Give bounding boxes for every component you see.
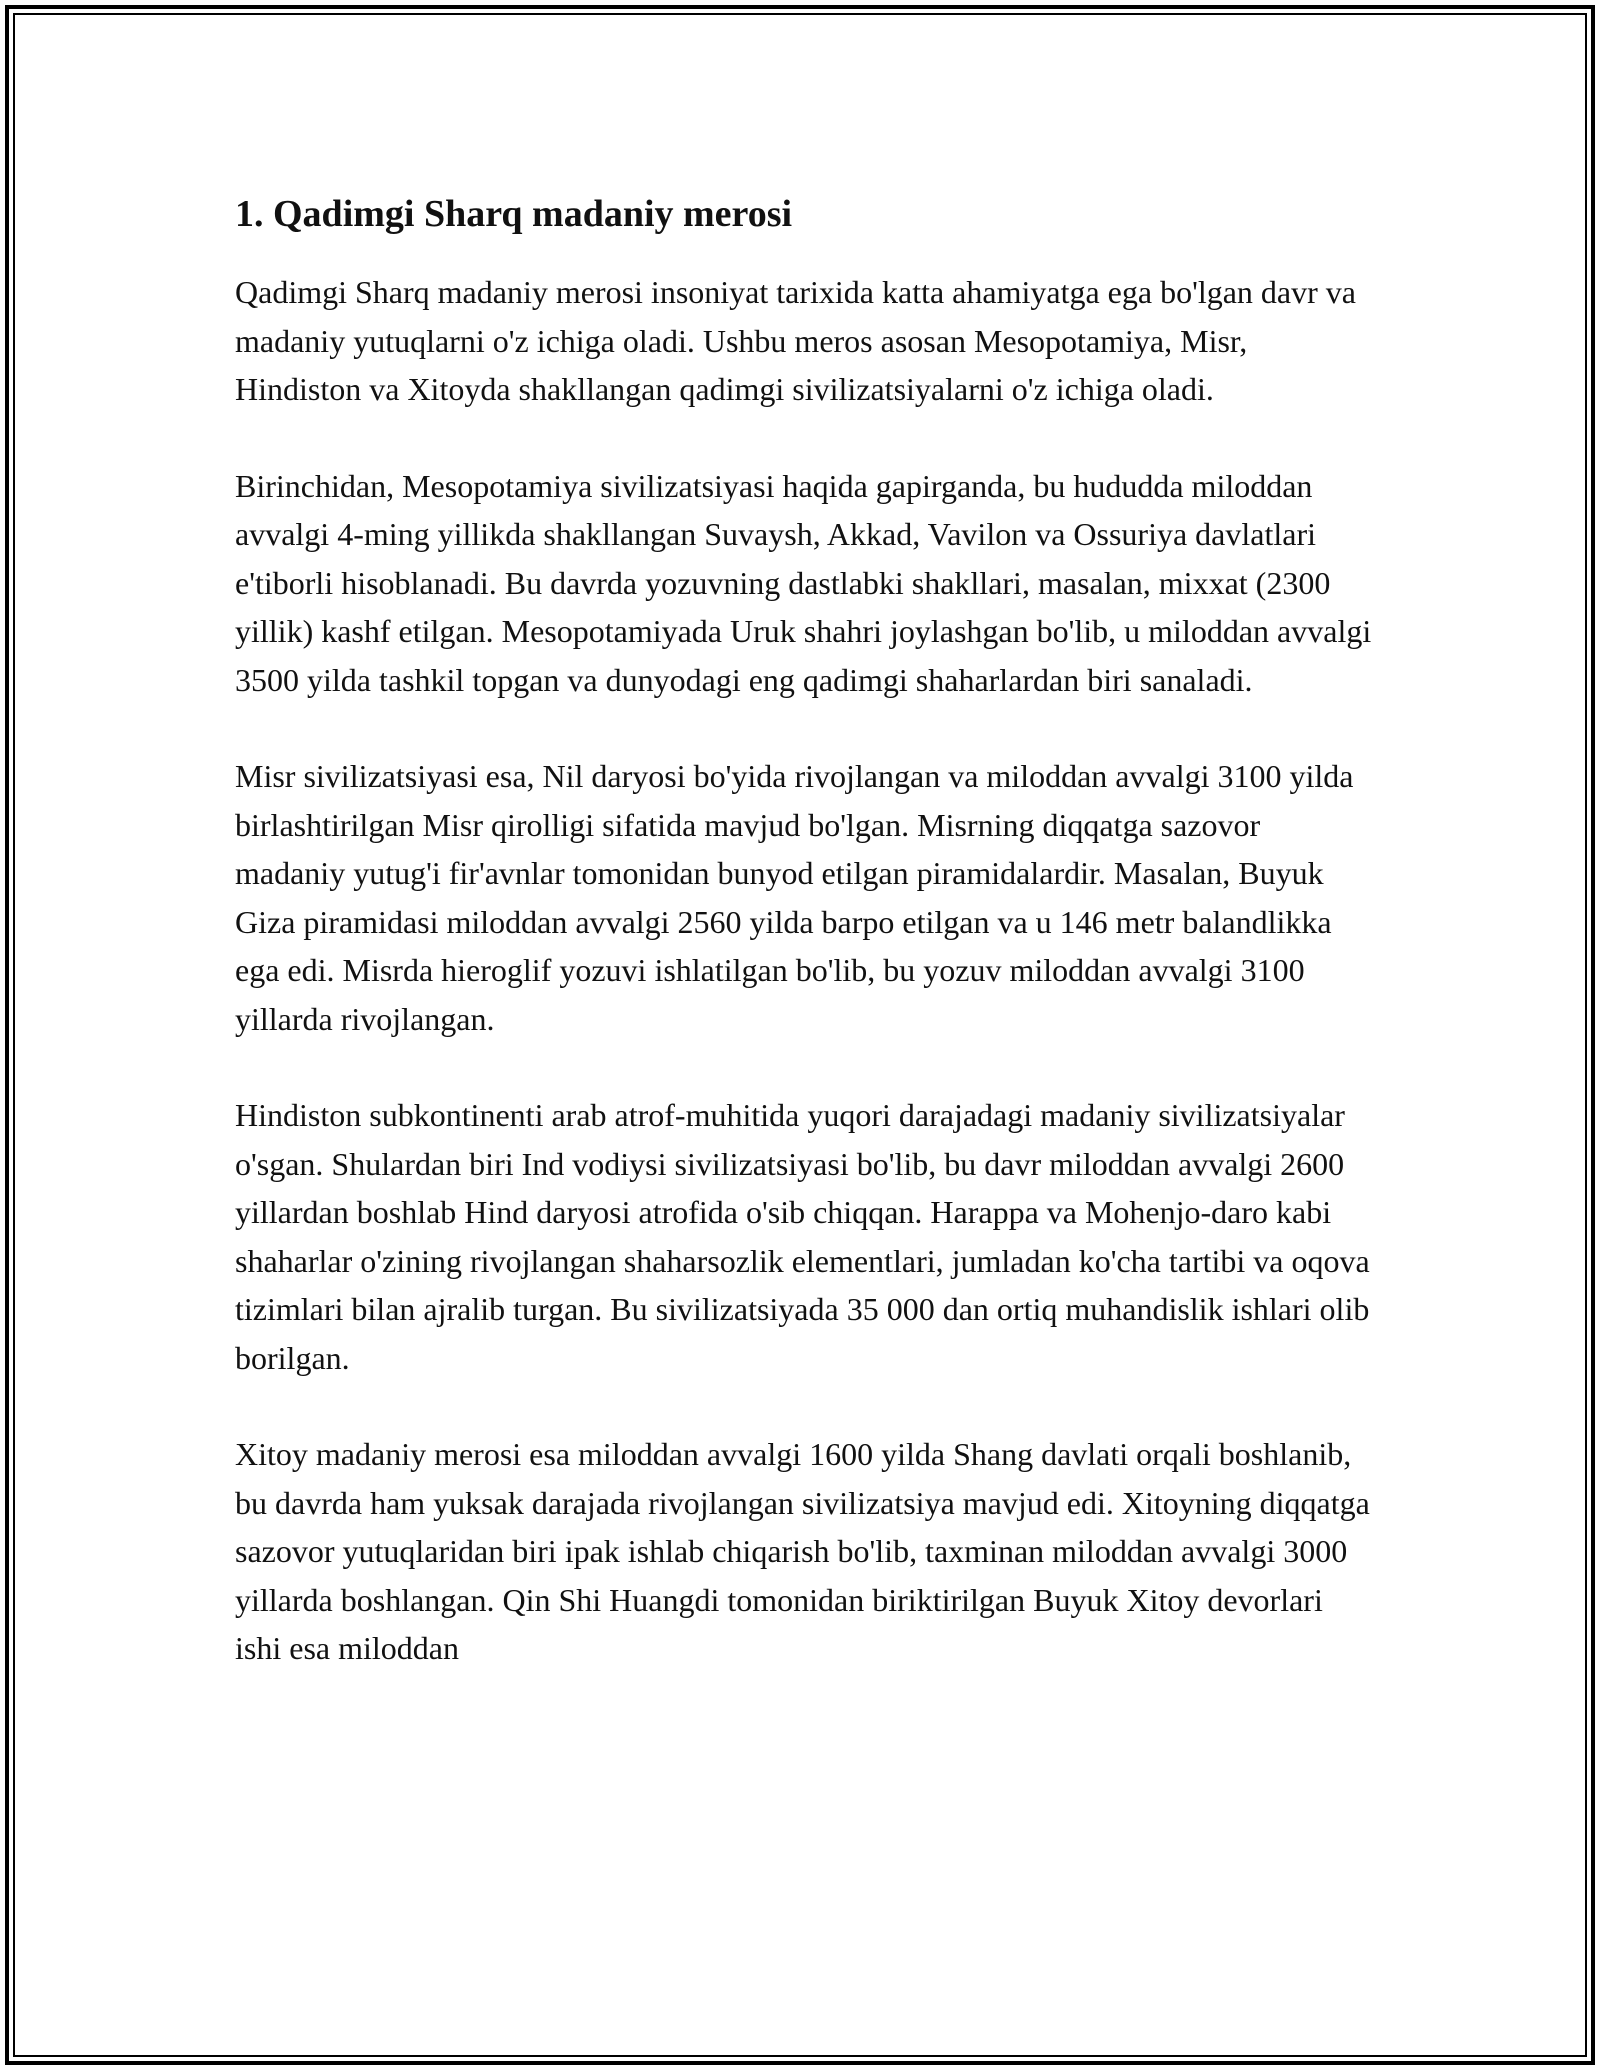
paragraph-intro: Qadimgi Sharq madaniy merosi insoniyat tarixida katta ahamiyatga ega bo'lgan davr va madaniy yutuqlarni o'z ichiga oladi. Ushbu meros asosan Mesopotamiya, Misr, Hindiston va Xitoyda shakllangan qadimgi sivilizatsiyalarni o'z ichiga oladi. <box>235 274 1356 407</box>
paragraph-mesopotamia: Birinchidan, Mesopotamiya sivilizatsiyasi haqida gapirganda, bu hududda miloddan avvalgi 4-ming yillikda shakllangan Suvaysh, Akkad, Vavilon va Ossuriya davlatlari e'tiborli hisoblanadi. Bu davrda yozuvning dastlabki shakllari, masalan, mixxat (2300 yillik) kashf etilgan. Mesopotamiyada Uruk shahri joylashgan bo'lib, u miloddan avvalgi 3500 yilda tashkil topgan va dunyodagi eng qadimgi shaharlardan biri sanaladi. <box>235 467 1372 698</box>
document-body <box>235 186 1375 1721</box>
paragraph-india: Hindiston subkontinenti arab atrof-muhitida yuqori darajadagi madaniy sivilizatsiyalar o'sgan. Shulardan biri Ind vodiysi sivilizatsiyasi bo'lib, bu davr miloddan avvalgi 2600 yillardan boshlab Hind daryosi atrofida o'sib chiqqan. Harappa va Mohenjo-daro kabi shaharlar o'zining rivojlangan shaharsozlik elementlari, jumladan ko'cha tartibi va oqova tizimlari bilan ajralib turgan. Bu sivilizatsiyada 35 000 dan ortiq muhandislik ishlari olib borilgan. <box>235 1097 1370 1376</box>
section-heading: 1. Qadimgi Sharq madaniy merosi <box>235 193 793 235</box>
paragraph-egypt: Misr sivilizatsiyasi esa, Nil daryosi bo'yida rivojlangan va miloddan avvalgi 3100 yilda birlashtirilgan Misr qirolligi sifatida mavjud bo'lgan. Misrning diqqatga sazovor madaniy yutug'i fir'avnlar tomonidan bunyod etilgan piramidalardir. Masalan, Buyuk Giza piramidasi miloddan avvalgi 2560 yilda barpo etilgan va u 146 metr balandlikka ega edi. Misrda hieroglif yozuvi ishlatilgan bo'lib, bu yozuv miloddan avvalgi 3100 yillarda rivojlangan. <box>235 758 1354 1037</box>
paragraph-china: Xitoy madaniy merosi esa miloddan avvalgi 1600 yilda Shang davlati orqali boshlanib, bu davrda ham yuksak darajada rivojlangan sivilizatsiya mavjud edi. Xitoyning diqqatga sazovor yutuqlaridan biri ipak ishlab chiqarish bo'lib, taxminan miloddan avvalgi 3000 yillarda boshlangan. Qin Shi Huangdi tomonidan biriktirilgan Buyuk Xitoy devorlari ishi esa miloddan <box>235 1436 1370 1666</box>
